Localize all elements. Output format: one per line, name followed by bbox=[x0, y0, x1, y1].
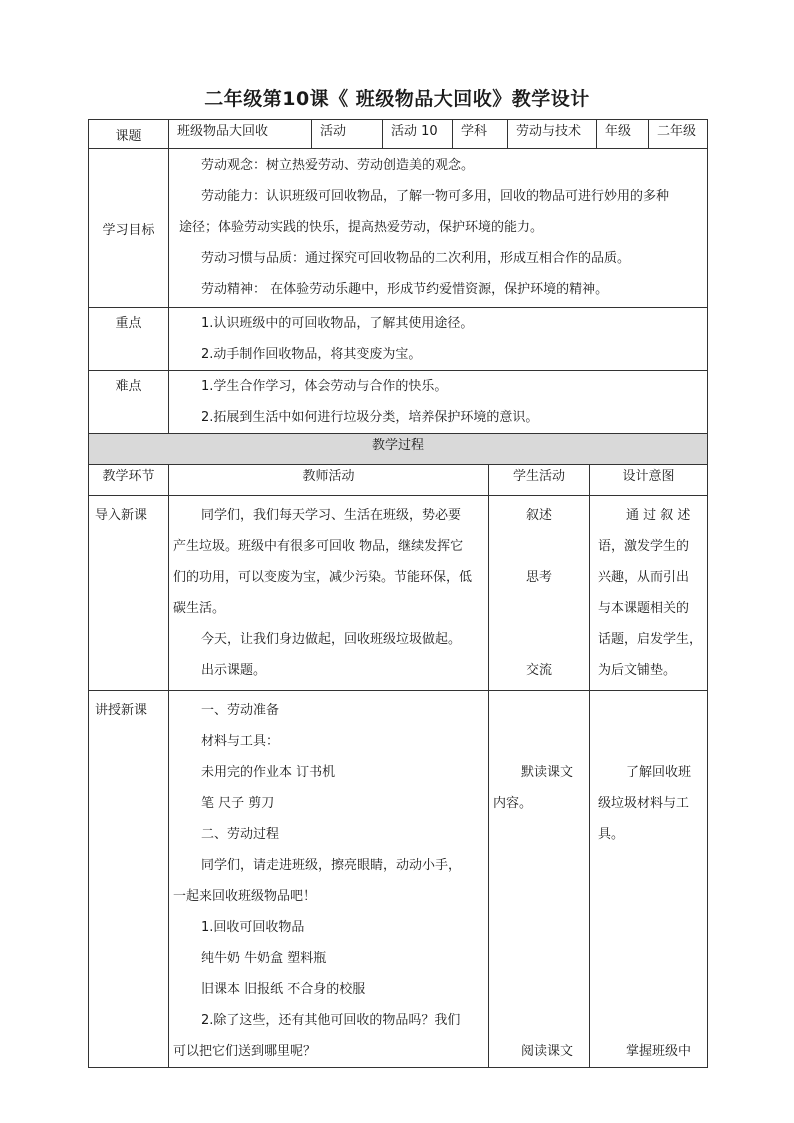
key-point-line: 2.动手制作回收物品，将其变废为宝。 bbox=[201, 347, 422, 362]
process-header-row bbox=[89, 465, 708, 496]
header-row bbox=[89, 120, 708, 149]
teacher-activity-cell: 同学们，我们每天学习、生活在班级，势必要 产生垃圾。班级中有很多可回收 物品，继续发挥它 们的功用，可以变废为宝，减少污染。节能环保，低 碳生活。 今天，让我们身边做起，回收班级垃圾做起。 出示课题。 bbox=[169, 496, 489, 691]
process-title: 教学过程 bbox=[89, 434, 708, 465]
key-points-row bbox=[89, 308, 708, 371]
objective-line: 劳动习惯与品质：通过探究可回收物品的二次利用，形成互相合作的品质。 bbox=[201, 251, 631, 266]
col-teacher: 教师活动 bbox=[169, 465, 489, 496]
subject-label: 学科 bbox=[453, 120, 508, 149]
difficulties-content bbox=[169, 371, 708, 434]
design-intent-cell: 了解回收班 级垃圾材料与工 具。 掌握班级中 bbox=[590, 691, 708, 1068]
process-table bbox=[88, 464, 708, 1068]
objective-line: 途径；体验劳动实践的快乐，提高热爱劳动，保护环境的能力。 bbox=[179, 220, 544, 235]
activity-label: 活动 bbox=[312, 120, 383, 149]
objectives-content bbox=[169, 149, 708, 308]
col-intent: 设计意图 bbox=[590, 465, 708, 496]
process-row-new-lesson bbox=[89, 691, 708, 1068]
difficulty-line: 2.拓展到生活中如何进行垃圾分类，培养保护环境的意识。 bbox=[201, 410, 539, 425]
grade-value: 二年级 bbox=[649, 120, 708, 149]
difficulty-line: 1.学生合作学习，体会劳动与合作的快乐。 bbox=[201, 379, 448, 394]
objectives-row bbox=[89, 149, 708, 308]
process-row-intro bbox=[89, 496, 708, 691]
objective-line: 劳动精神： 在体验劳动乐趣中，形成节约爱惜资源，保护环境的精神。 bbox=[201, 282, 609, 297]
key-point-line: 1.认识班级中的可回收物品，了解其使用途径。 bbox=[201, 316, 474, 331]
stage-cell: 导入新课 bbox=[89, 496, 169, 691]
student-activity-cell: 叙述 思考 交流 bbox=[489, 496, 590, 691]
page-title: 二年级第10课《 班级物品大回收》教学设计 bbox=[204, 88, 590, 110]
subject-value: 劳动与技术 bbox=[508, 120, 597, 149]
objective-line: 劳动能力：认识班级可回收物品，了解一物可多用，回收的物品可进行妙用的多种 bbox=[201, 189, 670, 204]
key-points-content bbox=[169, 308, 708, 371]
difficulties-row bbox=[89, 371, 708, 434]
lesson-plan-table bbox=[88, 119, 708, 465]
grade-label: 年级 bbox=[597, 120, 649, 149]
activity-value: 活动 10 bbox=[383, 120, 453, 149]
design-intent-cell: 通 过 叙 述 语，激发学生的 兴趣，从而引出 与本课题相关的 话题，启发学生， 为后文铺垫。 bbox=[590, 496, 708, 691]
student-activity-cell: 默读课文 内容。 阅读课文 bbox=[489, 691, 590, 1068]
objective-line: 劳动观念：树立热爱劳动、劳动创造美的观念。 bbox=[201, 158, 475, 173]
topic-value: 班级物品大回收 bbox=[169, 120, 312, 149]
objectives-label: 学习目标 bbox=[89, 149, 169, 308]
teacher-activity-cell: 一、劳动准备 材料与工具： 未用完的作业本 订书机 笔 尺子 剪刀 二、劳动过程 同学们，请走进班级，擦亮眼睛，动动小手， 一起来回收班级物品吧！ 1.回收可回收物品 纯牛奶 牛奶盒 塑料瓶 旧课本 旧报纸 不合身的校服 2.除了这些，还有其他可回收的物品吗？我们 可以把它们送到哪里呢？ bbox=[169, 691, 489, 1068]
key-points-label: 重点 bbox=[89, 308, 169, 371]
col-stage: 教学环节 bbox=[89, 465, 169, 496]
process-title-row bbox=[89, 434, 708, 465]
difficulties-label: 难点 bbox=[89, 371, 169, 434]
stage-cell: 讲授新课 bbox=[89, 691, 169, 1068]
topic-label: 课题 bbox=[89, 120, 169, 149]
col-student: 学生活动 bbox=[489, 465, 590, 496]
